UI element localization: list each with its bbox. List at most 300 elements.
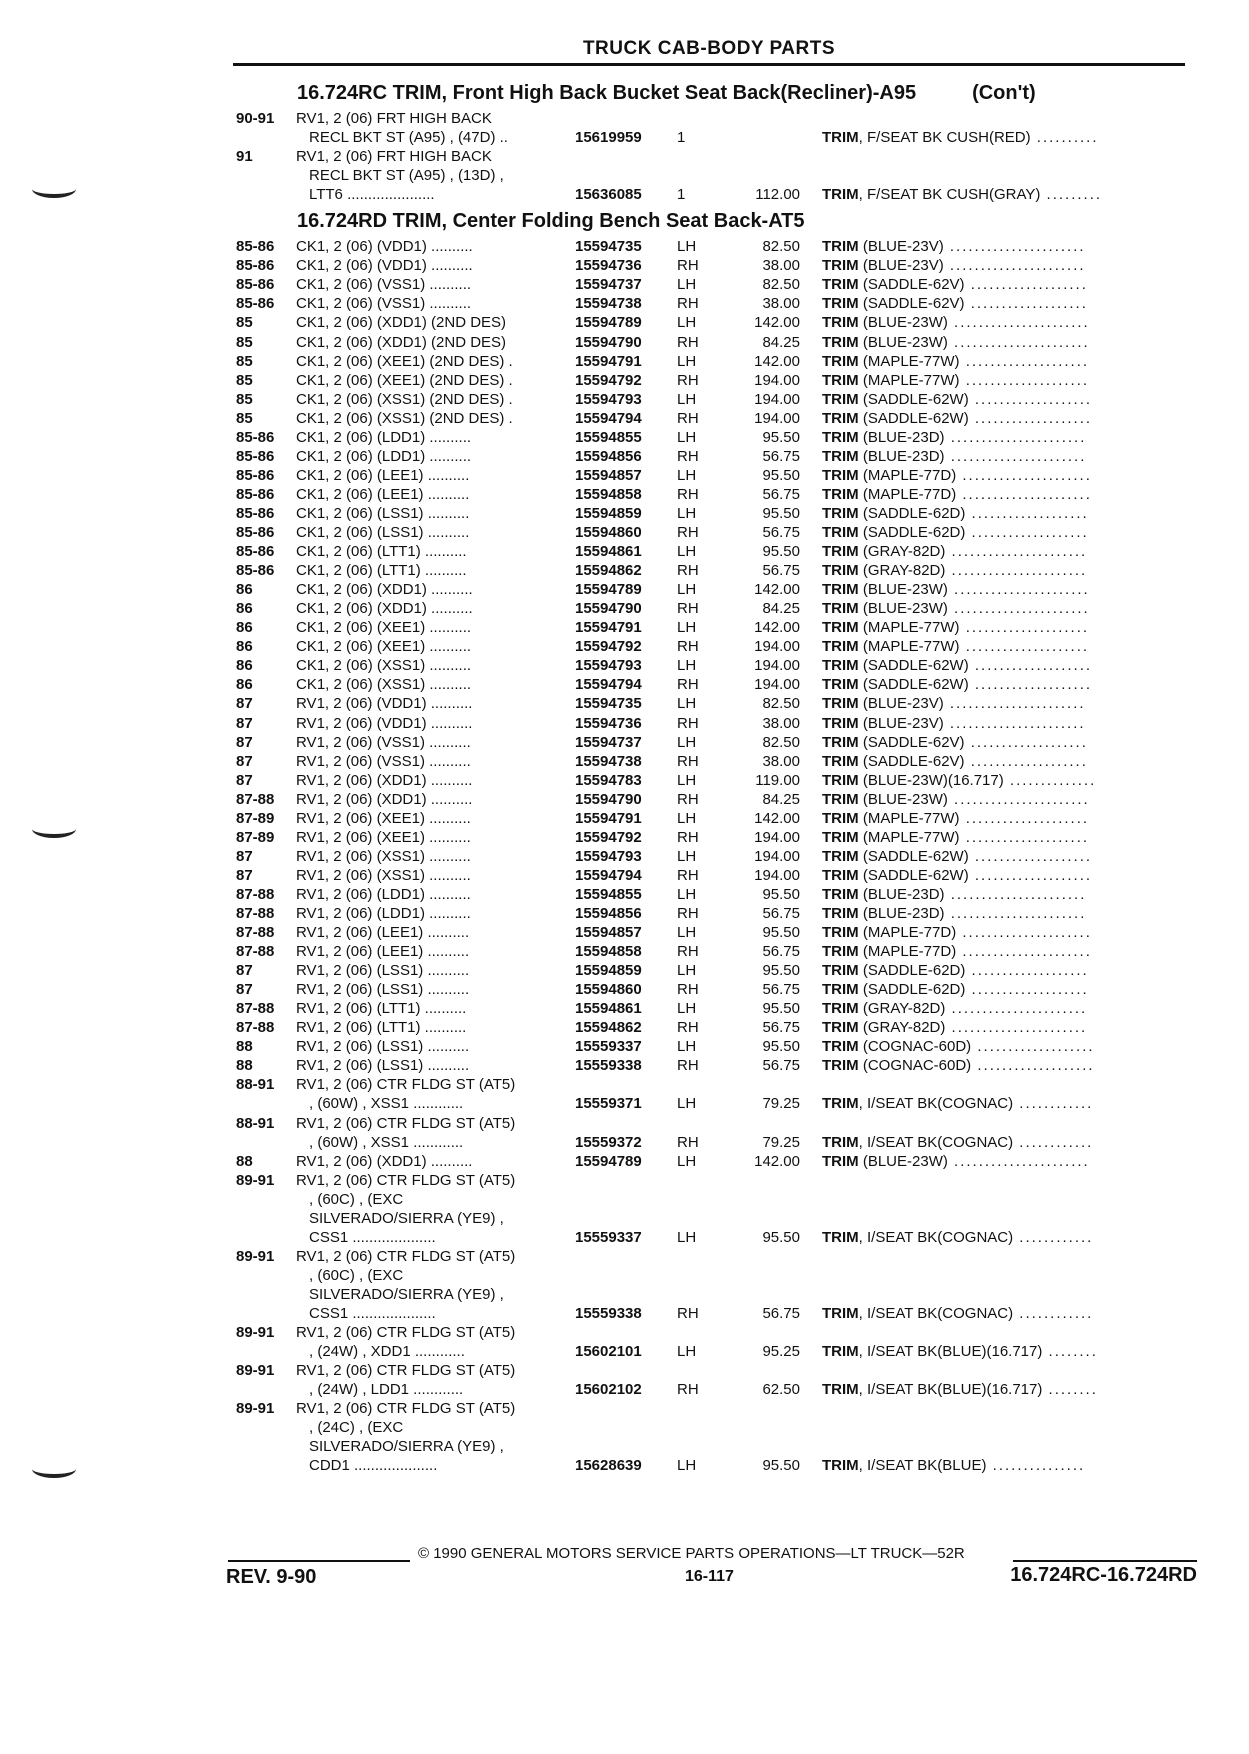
item-name: TRIM bbox=[822, 238, 859, 256]
row-line bbox=[0, 542, 1249, 561]
row-line bbox=[0, 904, 1249, 923]
model-year: 85 bbox=[236, 314, 253, 332]
row-line bbox=[0, 256, 1249, 275]
item-name: TRIM bbox=[822, 657, 859, 675]
table-row bbox=[0, 1037, 1249, 1056]
dot-leader: ..................... bbox=[956, 943, 1092, 961]
quantity: 1 bbox=[677, 186, 686, 204]
item-name: TRIM bbox=[822, 1019, 859, 1037]
item-description bbox=[822, 352, 1089, 371]
table-row bbox=[0, 1075, 1249, 1113]
price: 82.50 bbox=[762, 695, 800, 713]
table-row bbox=[0, 1114, 1249, 1152]
item-name: TRIM bbox=[822, 466, 859, 484]
quantity: RH bbox=[677, 562, 699, 580]
item-description bbox=[822, 275, 1088, 294]
row-line bbox=[0, 1266, 1249, 1285]
model-year: 87 bbox=[236, 733, 253, 751]
description-line: , (24W) , XDD1 ............ bbox=[309, 1343, 465, 1361]
model-year: 90-91 bbox=[236, 110, 275, 127]
model-year: 85-86 bbox=[236, 543, 275, 561]
item-name: TRIM bbox=[822, 447, 859, 465]
dot-leader: .............. bbox=[1003, 771, 1097, 789]
description-line: , (24W) , LDD1 ............ bbox=[309, 1381, 464, 1399]
row-line bbox=[0, 333, 1249, 352]
dot-leader: ................... bbox=[968, 390, 1093, 408]
price: 95.50 bbox=[762, 1000, 800, 1018]
model-year: 89-91 bbox=[236, 1324, 275, 1342]
model-year: 87 bbox=[236, 847, 253, 865]
item-description bbox=[822, 523, 1089, 542]
table-row bbox=[0, 942, 1249, 961]
description-line: CK1, 2 (06) (LDD1) .......... bbox=[296, 447, 472, 465]
item-name: TRIM bbox=[822, 1133, 859, 1151]
row-line bbox=[0, 999, 1249, 1018]
item-detail: (BLUE-23V) bbox=[858, 238, 944, 256]
part-number: 15602101 bbox=[575, 1343, 642, 1361]
table-row bbox=[0, 1018, 1249, 1037]
row-line bbox=[0, 447, 1249, 466]
item-description bbox=[822, 1018, 1087, 1037]
dot-leader: ...................... bbox=[947, 314, 1090, 332]
row-line bbox=[0, 352, 1249, 371]
table-row bbox=[0, 733, 1249, 752]
dot-leader: ...................... bbox=[947, 333, 1090, 351]
row-line bbox=[0, 166, 1249, 185]
item-description bbox=[822, 1342, 1098, 1361]
model-year: 86 bbox=[236, 676, 253, 694]
description-line: RV1, 2 (06) (LTT1) .......... bbox=[296, 1019, 467, 1037]
part-number: 15594794 bbox=[575, 676, 642, 694]
item-name: TRIM bbox=[822, 924, 859, 942]
item-detail: (SADDLE-62W) bbox=[858, 409, 969, 427]
item-name: TRIM bbox=[822, 1152, 859, 1170]
model-year: 85 bbox=[236, 371, 253, 389]
item-description bbox=[822, 237, 1086, 256]
item-description bbox=[822, 390, 1092, 409]
quantity: LH bbox=[677, 695, 697, 713]
dot-leader: .......... bbox=[1030, 129, 1099, 147]
quantity: RH bbox=[677, 485, 699, 503]
dot-leader: ...................... bbox=[944, 428, 1087, 446]
description-line: RV1, 2 (06) (LSS1) .......... bbox=[296, 981, 470, 999]
table-row bbox=[0, 675, 1249, 694]
row-line bbox=[0, 980, 1249, 999]
quantity: LH bbox=[677, 885, 697, 903]
table-row bbox=[0, 109, 1249, 147]
item-name: TRIM bbox=[822, 600, 859, 618]
row-line bbox=[0, 523, 1249, 542]
table-row bbox=[0, 1323, 1249, 1361]
price: 95.50 bbox=[762, 1038, 800, 1056]
part-number: 15594792 bbox=[575, 828, 642, 846]
dot-leader: ..................... bbox=[956, 466, 1092, 484]
dot-leader: ..................... bbox=[956, 924, 1092, 942]
part-number: 15594859 bbox=[575, 504, 642, 522]
dot-leader: ...................... bbox=[945, 1019, 1088, 1037]
item-name: TRIM bbox=[822, 409, 859, 427]
item-description bbox=[822, 656, 1092, 675]
model-year: 85-86 bbox=[236, 485, 275, 503]
price: 194.00 bbox=[754, 866, 800, 884]
row-line bbox=[0, 1037, 1249, 1056]
row-line bbox=[0, 580, 1249, 599]
quantity: LH bbox=[677, 771, 697, 789]
quantity: RH bbox=[677, 295, 699, 313]
item-detail: (GRAY-82D) bbox=[858, 543, 946, 561]
price: 119.00 bbox=[755, 771, 800, 789]
description-line: RV1, 2 (06) (LEE1) .......... bbox=[296, 924, 470, 942]
model-year: 87-88 bbox=[236, 924, 275, 942]
table-row bbox=[0, 923, 1249, 942]
table-row bbox=[0, 256, 1249, 275]
model-year: 86 bbox=[236, 600, 253, 618]
price: 194.00 bbox=[754, 409, 800, 427]
model-year: 87 bbox=[236, 714, 253, 732]
model-year: 87 bbox=[236, 981, 253, 999]
item-name: TRIM bbox=[822, 390, 859, 408]
price: 56.75 bbox=[762, 1305, 800, 1323]
table-row bbox=[0, 390, 1249, 409]
dot-leader: ................... bbox=[965, 524, 1089, 541]
part-number: 15594794 bbox=[575, 409, 642, 427]
dot-leader: ................... bbox=[968, 847, 1093, 865]
description-line: CK1, 2 (06) (XDD1) (2ND DES) bbox=[296, 333, 507, 351]
dot-leader: ...................... bbox=[947, 581, 1090, 599]
section-title bbox=[297, 210, 805, 233]
item-detail: (SADDLE-62V) bbox=[858, 752, 965, 770]
item-name: TRIM bbox=[822, 485, 859, 503]
table-row bbox=[0, 580, 1249, 599]
row-line bbox=[0, 294, 1249, 313]
item-description bbox=[822, 866, 1092, 885]
price: 95.50 bbox=[762, 962, 800, 980]
description-line: CK1, 2 (06) (LTT1) .......... bbox=[296, 562, 467, 580]
part-number: 15594738 bbox=[575, 295, 642, 313]
item-description bbox=[822, 923, 1092, 942]
item-detail: (BLUE-23V) bbox=[858, 695, 944, 713]
price: 194.00 bbox=[754, 847, 800, 865]
description-line: CK1, 2 (06) (VSS1) .......... bbox=[296, 295, 472, 313]
description-line: CK1, 2 (06) (XSS1) (2ND DES) . bbox=[296, 390, 513, 408]
item-description bbox=[822, 885, 1086, 904]
description-line: CK1, 2 (06) (XDD1) .......... bbox=[296, 581, 473, 599]
row-line bbox=[0, 561, 1249, 580]
description-line: CK1, 2 (06) (LSS1) .......... bbox=[296, 524, 470, 541]
description-line: RV1, 2 (06) CTR FLDG ST (AT5) bbox=[296, 1362, 516, 1380]
item-description bbox=[822, 128, 1098, 147]
part-number: 15594855 bbox=[575, 428, 642, 446]
item-description bbox=[822, 980, 1089, 999]
table-row bbox=[0, 1152, 1249, 1171]
quantity: LH bbox=[677, 238, 697, 256]
table-row bbox=[0, 352, 1249, 371]
row-line bbox=[0, 371, 1249, 390]
quantity: LH bbox=[677, 1152, 697, 1170]
item-detail: (MAPLE-77W) bbox=[858, 619, 960, 637]
table-row bbox=[0, 409, 1249, 428]
part-number: 15594736 bbox=[575, 257, 642, 275]
description-line: RV1, 2 (06) (LEE1) .......... bbox=[296, 943, 470, 961]
model-year: 85-86 bbox=[236, 447, 275, 465]
row-line bbox=[0, 752, 1249, 771]
model-year: 87 bbox=[236, 962, 253, 980]
item-description bbox=[822, 942, 1092, 961]
item-description bbox=[822, 447, 1086, 466]
model-year: 88 bbox=[236, 1057, 253, 1075]
item-description bbox=[822, 580, 1090, 599]
row-line bbox=[0, 675, 1249, 694]
quantity: LH bbox=[677, 466, 697, 484]
row-line bbox=[0, 504, 1249, 523]
model-year: 89-91 bbox=[236, 1362, 275, 1380]
item-detail: , I/SEAT BK(COGNAC) bbox=[858, 1095, 1014, 1113]
dot-leader: ...................... bbox=[944, 885, 1087, 903]
item-detail: (SADDLE-62W) bbox=[858, 676, 969, 694]
item-name: TRIM bbox=[822, 186, 859, 204]
item-detail: , I/SEAT BK(COGNAC) bbox=[858, 1133, 1014, 1151]
row-line bbox=[0, 1056, 1249, 1075]
dot-leader: ...................... bbox=[943, 714, 1086, 732]
dot-leader: ...................... bbox=[943, 695, 1086, 713]
item-name: TRIM bbox=[822, 371, 859, 389]
item-description bbox=[822, 485, 1092, 504]
part-number: 15559338 bbox=[575, 1305, 642, 1323]
quantity: RH bbox=[677, 409, 699, 427]
model-year: 87-88 bbox=[236, 943, 275, 961]
quantity: LH bbox=[677, 733, 697, 751]
part-number: 15559338 bbox=[575, 1057, 642, 1075]
item-detail: (BLUE-23D) bbox=[858, 428, 945, 446]
price: 56.75 bbox=[762, 447, 800, 465]
quantity: LH bbox=[677, 1457, 697, 1475]
model-year: 91 bbox=[236, 148, 253, 166]
description-line: CK1, 2 (06) (XEE1) (2ND DES) . bbox=[296, 352, 513, 370]
description-line: RV1, 2 (06) (LSS1) .......... bbox=[296, 962, 470, 980]
dot-leader: ...................... bbox=[945, 562, 1088, 580]
item-description bbox=[822, 256, 1086, 275]
part-number: 15559371 bbox=[575, 1095, 642, 1113]
part-number: 15559337 bbox=[575, 1038, 642, 1056]
item-description bbox=[822, 333, 1090, 352]
dot-leader: .................... bbox=[959, 619, 1090, 637]
item-detail: (BLUE-23W) bbox=[858, 1152, 948, 1170]
item-detail: (COGNAC-60D) bbox=[858, 1057, 972, 1075]
price: 56.75 bbox=[762, 981, 800, 999]
item-name: TRIM bbox=[822, 1228, 859, 1246]
page-number: 16-117 bbox=[685, 1568, 734, 1585]
quantity: RH bbox=[677, 866, 699, 884]
part-number: 15594789 bbox=[575, 581, 642, 599]
table-row bbox=[0, 790, 1249, 809]
model-year: 87 bbox=[236, 752, 253, 770]
row-line bbox=[0, 1399, 1249, 1418]
quantity: LH bbox=[677, 276, 697, 294]
dot-leader: ............ bbox=[1013, 1095, 1094, 1113]
part-number: 15594860 bbox=[575, 981, 642, 999]
item-name: TRIM bbox=[822, 1305, 859, 1323]
item-detail: (COGNAC-60D) bbox=[858, 1038, 972, 1056]
quantity: LH bbox=[677, 657, 697, 675]
table-row bbox=[0, 1361, 1249, 1399]
item-detail: (BLUE-23D) bbox=[858, 447, 945, 465]
table-row bbox=[0, 714, 1249, 733]
row-line bbox=[0, 428, 1249, 447]
row-line bbox=[0, 1456, 1249, 1475]
description-line: CK1, 2 (06) (LEE1) .......... bbox=[296, 466, 470, 484]
model-year: 87-88 bbox=[236, 885, 275, 903]
item-detail: , I/SEAT BK(BLUE)(16.717) bbox=[858, 1381, 1043, 1399]
item-detail: (MAPLE-77D) bbox=[858, 485, 957, 503]
item-description bbox=[822, 694, 1086, 713]
price: 56.75 bbox=[762, 562, 800, 580]
copyright: © 1990 GENERAL MOTORS SERVICE PARTS OPERATIONS—LT TRUCK—52R bbox=[418, 1545, 965, 1562]
description-line: SILVERADO/SIERRA (YE9) , bbox=[309, 1285, 504, 1303]
price: 142.00 bbox=[754, 314, 800, 332]
item-name: TRIM bbox=[822, 314, 859, 332]
model-year: 88 bbox=[236, 1152, 253, 1170]
model-year: 87-88 bbox=[236, 905, 275, 922]
quantity: LH bbox=[677, 581, 697, 599]
part-number: 15594792 bbox=[575, 638, 642, 656]
model-year: 87-88 bbox=[236, 790, 275, 808]
dot-leader: ........ bbox=[1042, 1381, 1098, 1399]
item-detail: (MAPLE-77D) bbox=[858, 924, 957, 942]
table-row bbox=[0, 237, 1249, 256]
item-name: TRIM bbox=[822, 504, 859, 522]
dot-leader: ................... bbox=[965, 504, 1089, 522]
price: 142.00 bbox=[754, 1152, 800, 1170]
item-description bbox=[822, 313, 1090, 332]
quantity: RH bbox=[677, 524, 699, 541]
item-name: TRIM bbox=[822, 524, 859, 541]
section-title-text: 16.724RC TRIM, Front High Back Bucket Seat Back(Recliner)-A95 bbox=[297, 82, 917, 104]
item-description bbox=[822, 771, 1096, 790]
price: 95.50 bbox=[762, 543, 800, 561]
item-name: TRIM bbox=[822, 619, 859, 637]
model-year: 85-86 bbox=[236, 504, 275, 522]
row-line bbox=[0, 237, 1249, 256]
description-line: CK1, 2 (06) (VDD1) .......... bbox=[296, 238, 473, 256]
quantity: LH bbox=[677, 1343, 697, 1361]
quantity: LH bbox=[677, 504, 697, 522]
quantity: RH bbox=[677, 1019, 699, 1037]
quantity: RH bbox=[677, 333, 699, 351]
dot-leader: ............ bbox=[1013, 1228, 1094, 1246]
item-description bbox=[822, 904, 1086, 923]
quantity: RH bbox=[677, 1305, 699, 1323]
item-name: TRIM bbox=[822, 847, 859, 865]
table-row bbox=[0, 847, 1249, 866]
description-line: RV1, 2 (06) CTR FLDG ST (AT5) bbox=[296, 1076, 516, 1094]
row-line bbox=[0, 1304, 1249, 1323]
model-year: 88 bbox=[236, 1038, 253, 1056]
item-description bbox=[822, 847, 1092, 866]
row-line bbox=[0, 1114, 1249, 1133]
part-number: 15559372 bbox=[575, 1133, 642, 1151]
table-row bbox=[0, 428, 1249, 447]
item-name: TRIM bbox=[822, 943, 859, 961]
item-description bbox=[822, 752, 1088, 771]
dot-leader: ................... bbox=[964, 752, 1088, 770]
dot-leader: ................... bbox=[971, 1057, 1095, 1075]
row-line bbox=[0, 866, 1249, 885]
part-number: 15594735 bbox=[575, 695, 642, 713]
item-detail: (MAPLE-77W) bbox=[858, 371, 960, 389]
description-line: CK1, 2 (06) (LEE1) .......... bbox=[296, 485, 470, 503]
price: 56.75 bbox=[762, 1057, 800, 1075]
part-number: 15594861 bbox=[575, 1000, 642, 1018]
item-name: TRIM bbox=[822, 129, 859, 147]
part-number: 15594736 bbox=[575, 714, 642, 732]
row-line bbox=[0, 1285, 1249, 1304]
row-line bbox=[0, 1209, 1249, 1228]
row-line bbox=[0, 847, 1249, 866]
item-name: TRIM bbox=[822, 809, 859, 827]
item-description bbox=[822, 1133, 1093, 1152]
part-number: 15559337 bbox=[575, 1228, 642, 1246]
header-rule bbox=[233, 63, 1185, 66]
table-row bbox=[0, 694, 1249, 713]
item-detail: (BLUE-23V) bbox=[858, 714, 944, 732]
table-row bbox=[0, 866, 1249, 885]
price: 95.25 bbox=[762, 1343, 800, 1361]
part-number: 15594790 bbox=[575, 333, 642, 351]
description-line: RV1, 2 (06) (LTT1) .......... bbox=[296, 1000, 467, 1018]
table-row bbox=[0, 333, 1249, 352]
dot-leader: ...................... bbox=[945, 543, 1088, 561]
dot-leader: ................... bbox=[964, 733, 1088, 751]
dot-leader: ................... bbox=[968, 409, 1093, 427]
description-line: CK1, 2 (06) (XSS1) .......... bbox=[296, 676, 472, 694]
model-year: 85-86 bbox=[236, 257, 275, 275]
item-detail: , F/SEAT BK CUSH(RED) bbox=[858, 129, 1031, 147]
description-line: RV1, 2 (06) CTR FLDG ST (AT5) bbox=[296, 1171, 516, 1189]
description-line: CK1, 2 (06) (VSS1) .......... bbox=[296, 276, 472, 294]
item-description bbox=[822, 1304, 1093, 1323]
item-name: TRIM bbox=[822, 562, 859, 580]
part-number: 15594791 bbox=[575, 352, 642, 370]
table-row bbox=[0, 542, 1249, 561]
part-number: 15594860 bbox=[575, 524, 642, 541]
price: 82.50 bbox=[762, 238, 800, 256]
price: 38.00 bbox=[762, 714, 800, 732]
row-line bbox=[0, 942, 1249, 961]
price: 56.75 bbox=[762, 905, 800, 922]
part-number: 15594857 bbox=[575, 466, 642, 484]
item-name: TRIM bbox=[822, 428, 859, 446]
dot-leader: ................... bbox=[971, 1038, 1095, 1056]
table-row bbox=[0, 904, 1249, 923]
item-name: TRIM bbox=[822, 1000, 859, 1018]
price: 142.00 bbox=[754, 809, 800, 827]
model-year: 85 bbox=[236, 333, 253, 351]
item-description bbox=[822, 428, 1086, 447]
row-line bbox=[0, 637, 1249, 656]
item-description bbox=[822, 999, 1087, 1018]
table-row bbox=[0, 999, 1249, 1018]
item-name: TRIM bbox=[822, 1057, 859, 1075]
item-name: TRIM bbox=[822, 1343, 859, 1361]
description-line: , (60C) , (EXC bbox=[309, 1190, 404, 1208]
quantity: LH bbox=[677, 1000, 697, 1018]
description-line: RV1, 2 (06) (LDD1) .......... bbox=[296, 885, 471, 903]
table-row bbox=[0, 637, 1249, 656]
item-name: TRIM bbox=[822, 752, 859, 770]
description-line: RV1, 2 (06) CTR FLDG ST (AT5) bbox=[296, 1247, 516, 1265]
table-row bbox=[0, 523, 1249, 542]
table-row bbox=[0, 771, 1249, 790]
